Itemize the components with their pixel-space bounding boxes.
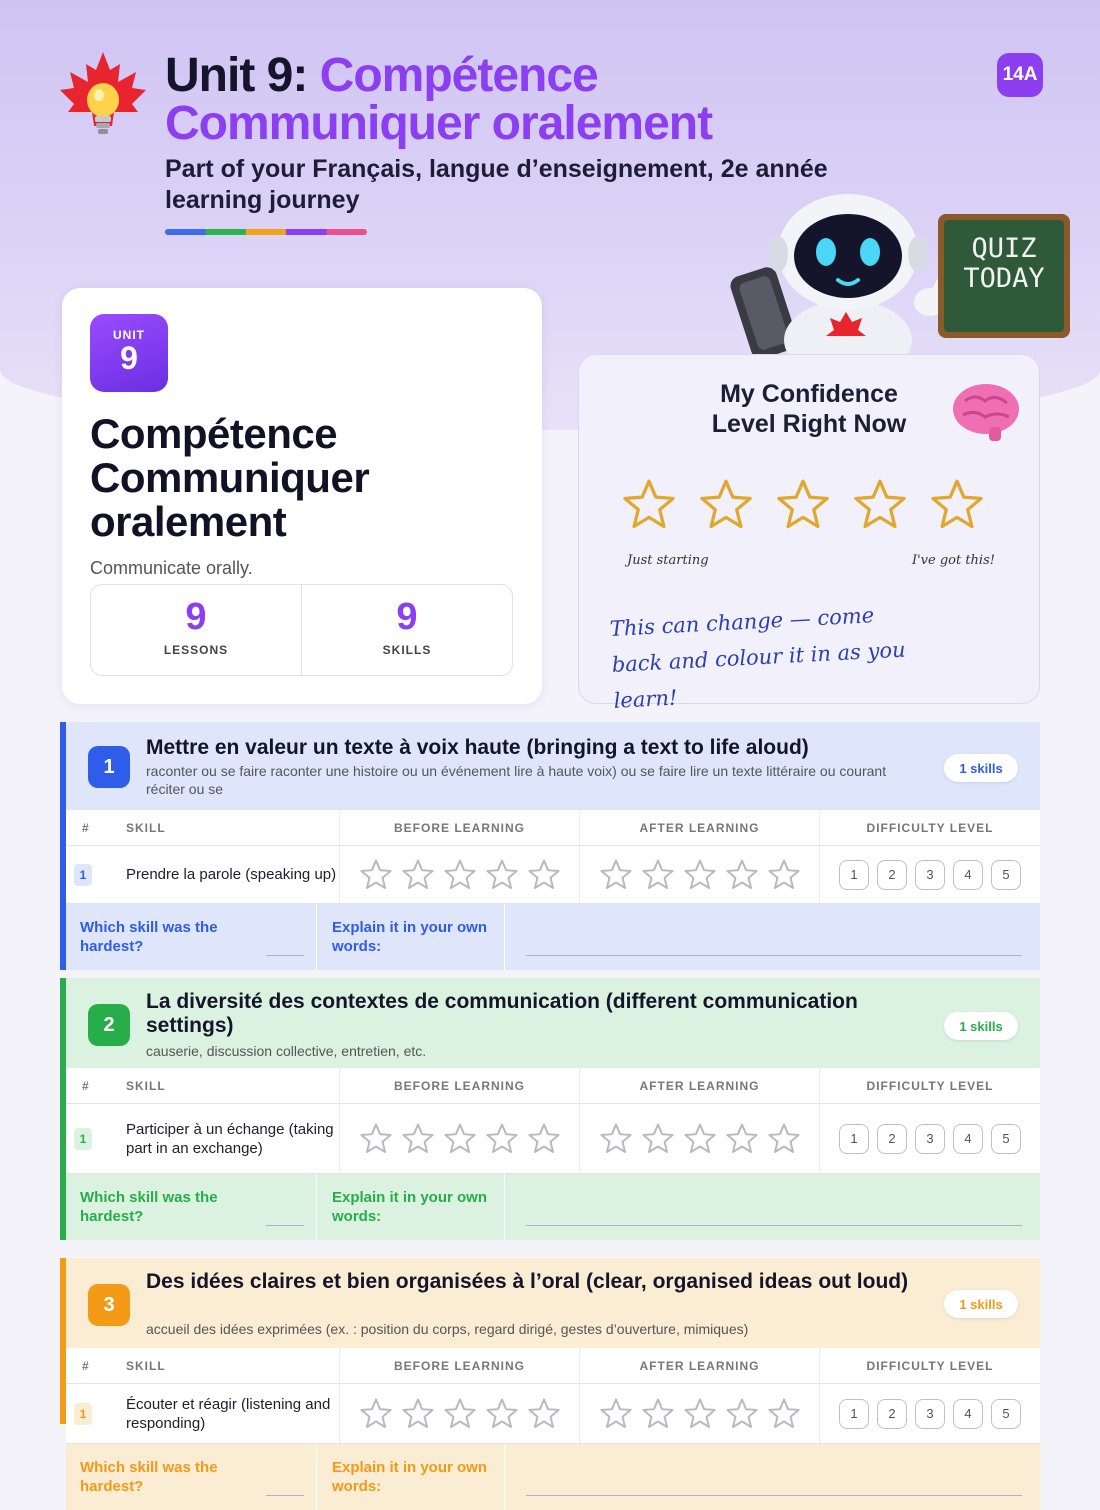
row-number: 1 (74, 864, 92, 886)
unit-description: Communicate orally. (90, 558, 253, 578)
section-number: 2 (88, 1004, 130, 1046)
explain-answer-line[interactable] (526, 955, 1022, 956)
column-before-learning: BEFORE LEARNING (340, 1068, 580, 1103)
section-title: Des idées claires et bien organisées à l’oral (clear, organised ideas out loud) (146, 1270, 909, 1293)
hardest-skill-answer-line[interactable] (266, 955, 304, 956)
stat-lessons (90, 584, 302, 676)
before-learning-rating[interactable] (340, 1384, 580, 1443)
difficulty-cell (820, 1104, 1040, 1173)
hardest-skill-answer-line[interactable] (266, 1225, 304, 1226)
reflection-divider (504, 1444, 505, 1510)
skill-cell (112, 846, 340, 903)
confidence-star-icon[interactable] (852, 477, 908, 533)
star-icon[interactable] (401, 1122, 435, 1156)
column-after-learning: AFTER LEARNING (580, 810, 820, 845)
table-header (66, 810, 1040, 846)
stat-lessons-label: LESSONS (163, 643, 229, 657)
brain-icon (951, 381, 1021, 443)
hardest-skill-prompt: Which skill was the hardest? (80, 1189, 218, 1225)
section-title: Mettre en valeur un texte à voix haute (bringing a text to life aloud) (146, 736, 809, 759)
difficulty-option[interactable]: 5 (991, 1124, 1021, 1154)
confidence-title: My Confidence Level Right Now (711, 380, 907, 438)
star-icon[interactable] (641, 858, 675, 892)
title-accent: Compétence (319, 49, 598, 102)
difficulty-option[interactable]: 3 (915, 1124, 945, 1154)
column-difficulty: DIFFICULTY LEVEL (866, 1078, 994, 1093)
skill-cell (112, 1384, 340, 1443)
hardest-skill-answer-line[interactable] (266, 1495, 304, 1496)
unit-card (62, 288, 542, 704)
before-learning-rating[interactable] (340, 846, 580, 903)
section-number: 1 (88, 746, 130, 788)
page-title (165, 50, 598, 102)
row-number-cell (66, 1104, 112, 1173)
reflection-divider (504, 904, 505, 970)
stat-skills-value: 9 (396, 596, 418, 638)
star-icon[interactable] (683, 858, 717, 892)
after-learning-rating[interactable] (580, 846, 820, 903)
column-difficulty: DIFFICULTY LEVEL (866, 1358, 994, 1373)
star-icon[interactable] (401, 858, 435, 892)
star-rating[interactable] (359, 1397, 561, 1431)
hardest-skill-prompt: Which skill was the hardest? (80, 919, 218, 955)
star-icon[interactable] (767, 1397, 801, 1431)
star-icon[interactable] (683, 1397, 717, 1431)
row-number-cell (66, 846, 112, 903)
section-description: causerie, discussion collective, entretien, etc. (146, 1043, 427, 1059)
after-learning-rating[interactable] (580, 1104, 820, 1173)
confidence-note: This can change — come back and colour it in as you learn! (609, 603, 907, 713)
star-icon[interactable] (485, 1397, 519, 1431)
column-before-learning: BEFORE LEARNING (340, 1348, 580, 1383)
star-icon[interactable] (641, 1122, 675, 1156)
star-icon[interactable] (767, 858, 801, 892)
skills-count-badge: 1 skills (944, 754, 1018, 782)
difficulty-option[interactable]: 4 (953, 1124, 983, 1154)
chalkboard-text: QUIZ TODAY (944, 220, 1064, 332)
confidence-star-icon[interactable] (698, 477, 754, 533)
stat-skills (301, 584, 513, 676)
reflection-divider (316, 904, 317, 970)
table-header (66, 1068, 1040, 1104)
difficulty-option[interactable]: 3 (915, 1399, 945, 1429)
difficulty-option[interactable]: 5 (991, 1399, 1021, 1429)
star-icon[interactable] (599, 1397, 633, 1431)
difficulty-option[interactable]: 1 (839, 1124, 869, 1154)
explain-prompt: Explain it in your own words: (332, 1189, 488, 1225)
confidence-star-icon[interactable] (621, 477, 677, 533)
difficulty-option[interactable]: 1 (839, 860, 869, 890)
confidence-star-rating[interactable] (621, 477, 985, 533)
star-icon[interactable] (725, 1397, 759, 1431)
column-before-learning: BEFORE LEARNING (340, 810, 580, 845)
star-icon[interactable] (485, 858, 519, 892)
table-row (66, 1104, 1040, 1174)
before-learning-rating[interactable] (340, 1104, 580, 1173)
row-number-cell (66, 1384, 112, 1443)
maple-leaf-lightbulb-logo (58, 50, 148, 142)
table-header (66, 1348, 1040, 1384)
level-badge: 14A (997, 53, 1043, 97)
reflection-divider (316, 1174, 317, 1240)
star-icon[interactable] (527, 858, 561, 892)
star-rating[interactable] (599, 1397, 801, 1431)
robot-mascot-icon (730, 190, 950, 360)
table-row (66, 1384, 1040, 1444)
star-icon[interactable] (485, 1122, 519, 1156)
section-description: raconter ou se faire raconter une histoire ou un événement lire à haute voix) ou se faire lire un texte littéraire ou courant réciter ou se (146, 763, 887, 797)
table-row (66, 846, 1040, 904)
column-hash: # (82, 820, 90, 835)
reflection-row (66, 1174, 1040, 1240)
reflection-row (66, 1444, 1040, 1510)
section-title: La diversité des contextes de communication (different communication settings) (146, 990, 858, 1037)
title-prefix: Unit 9: (165, 49, 320, 102)
difficulty-option[interactable]: 2 (877, 1124, 907, 1154)
star-icon[interactable] (359, 1122, 393, 1156)
star-icon[interactable] (443, 1397, 477, 1431)
unit-badge (90, 314, 168, 392)
skill-name: Prendre la parole (speaking up) (126, 866, 337, 883)
star-icon[interactable] (767, 1122, 801, 1156)
star-icon[interactable] (527, 1397, 561, 1431)
quiz-chalkboard (938, 214, 1070, 338)
difficulty-option[interactable]: 2 (877, 1399, 907, 1429)
explain-answer-line[interactable] (526, 1225, 1022, 1226)
column-skill: SKILL (112, 1068, 340, 1103)
reflection-divider (504, 1174, 505, 1240)
column-skill: SKILL (112, 810, 340, 845)
stat-skills-label: SKILLS (382, 643, 432, 657)
explain-answer-line[interactable] (526, 1495, 1022, 1496)
hint-got-this: I've got this! (911, 553, 995, 568)
column-skill: SKILL (112, 1348, 340, 1383)
difficulty-selector (839, 860, 1021, 890)
star-icon[interactable] (401, 1397, 435, 1431)
star-rating[interactable] (359, 858, 561, 892)
row-number: 1 (74, 1128, 92, 1150)
column-hash: # (82, 1078, 90, 1093)
star-icon[interactable] (683, 1122, 717, 1156)
column-difficulty: DIFFICULTY LEVEL (866, 820, 994, 835)
skill-cell (112, 1104, 340, 1173)
skill-section (60, 1258, 1040, 1495)
confidence-card (578, 354, 1040, 713)
column-after-learning: AFTER LEARNING (580, 1348, 820, 1383)
section-number: 3 (88, 1284, 130, 1326)
reflection-row (66, 904, 1040, 970)
stat-lessons-value: 9 (185, 596, 207, 638)
hint-just-starting: Just starting (627, 553, 709, 568)
skill-section (60, 978, 1040, 1240)
star-icon[interactable] (599, 1122, 633, 1156)
rainbow-divider (165, 229, 367, 235)
hardest-skill-prompt: Which skill was the hardest? (80, 1459, 218, 1495)
column-after-learning: AFTER LEARNING (580, 1068, 820, 1103)
star-rating[interactable] (599, 1122, 801, 1156)
star-icon[interactable] (359, 858, 393, 892)
row-number: 1 (74, 1403, 92, 1425)
skill-section (60, 722, 1040, 970)
skills-count-badge: 1 skills (944, 1012, 1018, 1040)
skills-count-badge: 1 skills (944, 1290, 1018, 1318)
star-icon[interactable] (725, 1122, 759, 1156)
star-icon[interactable] (641, 1397, 675, 1431)
star-icon[interactable] (599, 858, 633, 892)
difficulty-option[interactable]: 1 (839, 1399, 869, 1429)
section-description: accueil des idées exprimées (ex. : position du corps, regard dirigé, gestes d’ouverture, mimiques) (146, 1321, 749, 1337)
unit-name: Compétence Communiquer oralement (90, 410, 370, 545)
difficulty-option[interactable]: 2 (877, 860, 907, 890)
difficulty-cell (820, 846, 1040, 903)
skill-name: Participer à un échange (taking part in an exchange) (126, 1120, 334, 1157)
difficulty-option[interactable]: 5 (991, 860, 1021, 890)
confidence-star-icon[interactable] (775, 477, 831, 533)
star-icon[interactable] (527, 1122, 561, 1156)
difficulty-selector (839, 1399, 1021, 1429)
page-subtitle: Part of your Français, langue d’enseignement, 2e année learning journey (165, 155, 828, 214)
difficulty-selector (839, 1124, 1021, 1154)
page-title-line2: Communiquer oralement (165, 97, 713, 150)
after-learning-rating[interactable] (580, 1384, 820, 1443)
star-icon[interactable] (359, 1397, 393, 1431)
star-rating[interactable] (359, 1122, 561, 1156)
star-icon[interactable] (443, 858, 477, 892)
skill-name: Écouter et réagir (listening and responding) (126, 1395, 331, 1432)
explain-prompt: Explain it in your own words: (332, 919, 488, 955)
star-rating[interactable] (599, 858, 801, 892)
confidence-star-icon[interactable] (929, 477, 985, 533)
star-icon[interactable] (725, 858, 759, 892)
explain-prompt: Explain it in your own words: (332, 1459, 488, 1495)
star-icon[interactable] (443, 1122, 477, 1156)
unit-badge-label: UNIT (113, 328, 145, 342)
unit-badge-number: 9 (120, 340, 138, 376)
difficulty-cell (820, 1384, 1040, 1443)
reflection-divider (316, 1444, 317, 1510)
difficulty-option[interactable]: 4 (953, 860, 983, 890)
difficulty-option[interactable]: 3 (915, 860, 945, 890)
difficulty-option[interactable]: 4 (953, 1399, 983, 1429)
column-hash: # (82, 1358, 90, 1373)
